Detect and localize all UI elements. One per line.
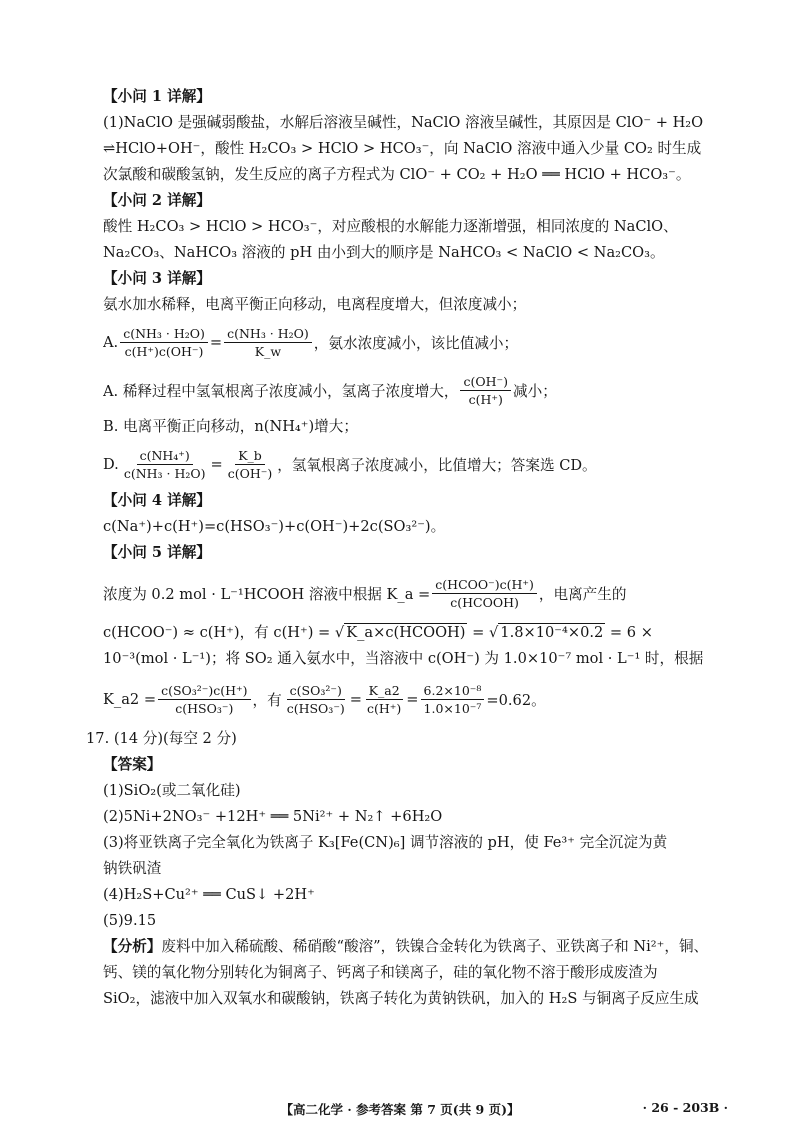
fraction-denominator: c(OH⁻) xyxy=(227,465,273,481)
q3-line-1: 氨水加水稀释，电离平衡正向移动，电离程度增大，但浓度减小； xyxy=(103,296,527,313)
q3-a-prefix: A. xyxy=(103,333,119,351)
q3-a-suffix: ，氨水浓度减小，该比值减小； xyxy=(313,334,519,352)
q5-l1-suffix: ，电离产生的 xyxy=(538,585,627,603)
q5-numeric-fraction xyxy=(421,682,485,717)
fraction-denominator: K_w xyxy=(254,343,282,359)
q3-option-b: B. 电离平衡正向移动，n(NH₄⁺)增大； xyxy=(103,418,358,435)
fraction-denominator: c(H⁺)c(OH⁻) xyxy=(124,343,204,359)
q2-header: 【小问 2 详解】 xyxy=(103,192,211,209)
q5-l4-suffix: =0.62。 xyxy=(486,691,546,709)
q17-analysis-label: 【分析】 xyxy=(103,938,162,955)
fraction-numerator: c(SO₃²⁻) xyxy=(287,682,345,700)
q5-line-2 xyxy=(103,620,728,646)
page-footer xyxy=(0,1100,800,1122)
q5-l2-c: = 6 × xyxy=(605,624,653,641)
q2-line-1: 酸性 H₂CO₃ > HClO > HCO₃⁻，对应酸根的水解能力逐渐增强，相同浓度的 NaClO、 xyxy=(103,218,678,235)
footer-page-info: 【高二化学 · 参考答案 第 7 页(共 9 页)】 xyxy=(280,1102,520,1117)
q5-l4-prefix: K_a2 = xyxy=(103,690,157,708)
q17-analysis-text-1: 废料中加入稀硫酸、稀硝酸“酸溶”，铁镍合金转化为铁离子、亚铁离子和 Ni²⁺，铜、 xyxy=(161,938,709,955)
fraction-numerator: c(NH₃ · H₂O) xyxy=(120,325,208,343)
q3-option-a-formula xyxy=(103,318,728,366)
q2-line-2: Na₂CO₃、NaHCO₃ 溶液的 pH 由小到大的顺序是 NaHCO₃ < NaClO < Na₂CO₃。 xyxy=(103,244,665,261)
fraction-numerator: c(SO₃²⁻)c(H⁺) xyxy=(158,682,250,700)
q3-header: 【小问 3 详解】 xyxy=(103,270,211,287)
q5-ratio-fraction xyxy=(284,682,348,717)
footer-code: · 26 - 203B · xyxy=(642,1100,728,1115)
sqrt-radicand-1: K_a×c(HCOOH) xyxy=(346,624,466,641)
q3-d-prefix: D. xyxy=(103,455,119,473)
q17-analysis-line-1 xyxy=(103,934,728,960)
fraction-denominator: c(HSO₃⁻) xyxy=(175,700,234,716)
fraction-denominator: c(NH₃ · H₂O) xyxy=(123,465,206,481)
fraction-denominator: c(H⁺) xyxy=(468,391,503,407)
equals-sign: = xyxy=(349,690,363,708)
equals-sign: = xyxy=(209,333,223,351)
q3-d-suffix: ，氢氧根离子浓度减小，比值增大；答案选 CD。 xyxy=(277,456,597,474)
q5-l1-prefix: 浓度为 0.2 mol · L⁻¹HCOOH 溶液中根据 K_a = xyxy=(103,585,431,603)
q5-line-1 xyxy=(103,566,728,620)
fraction-denominator: c(H⁺) xyxy=(367,700,402,716)
q5-ka2-over-h-fraction xyxy=(364,682,404,717)
q5-line-3: 10⁻³(mol · L⁻¹)；将 SO₂ 通入氨水中，当溶液中 c(OH⁻) 为 1.0×10⁻⁷ mol · L⁻¹ 时，根据 xyxy=(103,650,704,667)
q3-d-fraction-1 xyxy=(121,447,209,482)
answer-content xyxy=(86,84,728,1012)
q3-a2-prefix: A. 稀释过程中氢氧根离子浓度减小，氢离子浓度增大， xyxy=(103,382,459,400)
fraction-denominator: 1.0×10⁻⁷ xyxy=(423,700,482,716)
fraction-numerator: K_a2 xyxy=(366,682,403,700)
sqrt-radicand-2: 1.8×10⁻⁴×0.2 xyxy=(500,624,604,641)
q17-answer-2: (2)5Ni+2NO₃⁻ +12H⁺ ══ 5Ni²⁺ + N₂↑ +6H₂O xyxy=(103,808,443,825)
q5-ka2-fraction xyxy=(158,682,250,717)
q4-line-1: c(Na⁺)+c(H⁺)=c(HSO₃⁻)+c(OH⁻)+2c(SO₃²⁻)。 xyxy=(103,518,446,535)
q3-d-fraction-2 xyxy=(225,447,276,482)
q17-answer-1: (1)SiO₂(或二氧化硅) xyxy=(103,782,241,799)
fraction-numerator: c(OH⁻) xyxy=(460,373,511,391)
q17-answer-5: (5)9.15 xyxy=(103,912,157,929)
q5-l2-b: = √ xyxy=(467,624,499,641)
fraction-denominator: c(HSO₃⁻) xyxy=(286,700,345,716)
q3-a-fraction-2 xyxy=(224,325,312,360)
fraction-numerator: c(NH₃ · H₂O) xyxy=(224,325,312,343)
q1-line-3: 次氯酸和碳酸氢钠，发生反应的离子方程式为 ClO⁻ + CO₂ + H₂O ══ HClO + HCO₃⁻。 xyxy=(103,166,691,183)
q3-a2-fraction xyxy=(460,373,511,408)
q3-option-d-formula xyxy=(103,440,728,488)
equals-sign: = xyxy=(210,455,223,473)
q17-title: 17. (14 分)(每空 2 分) xyxy=(86,730,237,747)
fraction-numerator: K_b xyxy=(235,447,265,465)
q5-line-4 xyxy=(103,672,728,726)
q1-line-2: ⇌HClO+OH⁻，酸性 H₂CO₃ > HClO > HCO₃⁻，向 NaClO 溶液中通入少量 CO₂ 时生成 xyxy=(103,140,702,157)
q17-analysis-line-3: SiO₂，滤液中加入双氧水和碳酸钠，铁离子转化为黄钠铁矾，加入的 H₂S 与铜离子反应生成 xyxy=(103,990,699,1007)
q5-header: 【小问 5 详解】 xyxy=(103,544,211,561)
q3-a-fraction-1 xyxy=(120,325,208,360)
fraction-numerator: 6.2×10⁻⁸ xyxy=(421,682,485,700)
equals-sign: = xyxy=(406,690,419,708)
fraction-numerator: c(NH₄⁺) xyxy=(137,447,193,465)
q5-l2-a: c(HCOO⁻) ≈ c(H⁺)，有 c(H⁺) = √ xyxy=(103,624,345,641)
fraction-denominator: c(HCOOH) xyxy=(450,594,519,610)
q5-ka-fraction xyxy=(432,576,537,611)
q3-option-a-dilution xyxy=(103,366,728,414)
q5-l4-mid: ，有 xyxy=(252,691,282,709)
q17-answer-3-line-1: (3)将亚铁离子完全氧化为铁离子 K₃[Fe(CN)₆] 调节溶液的 pH，使 Fe³⁺ 完全沉淀为黄 xyxy=(103,834,668,851)
q1-line-1: (1)NaClO 是强碱弱酸盐，水解后溶液呈碱性，NaClO 溶液呈碱性，其原因是 ClO⁻ + H₂O xyxy=(103,114,704,131)
q17-analysis-line-2: 钙、镁的氧化物分别转化为铜离子、钙离子和镁离子，硅的氧化物不溶于酸形成废渣为 xyxy=(103,964,658,981)
q17-answer-3-line-2: 钠铁矾渣 xyxy=(103,860,162,877)
q1-header: 【小问 1 详解】 xyxy=(103,88,211,105)
q17-answer-header: 【答案】 xyxy=(103,756,162,773)
q3-a2-suffix: 减小； xyxy=(513,382,557,400)
fraction-numerator: c(HCOO⁻)c(H⁺) xyxy=(432,576,537,594)
q17-answer-4: (4)H₂S+Cu²⁺ ══ CuS↓ +2H⁺ xyxy=(103,886,315,903)
q4-header: 【小问 4 详解】 xyxy=(103,492,211,509)
